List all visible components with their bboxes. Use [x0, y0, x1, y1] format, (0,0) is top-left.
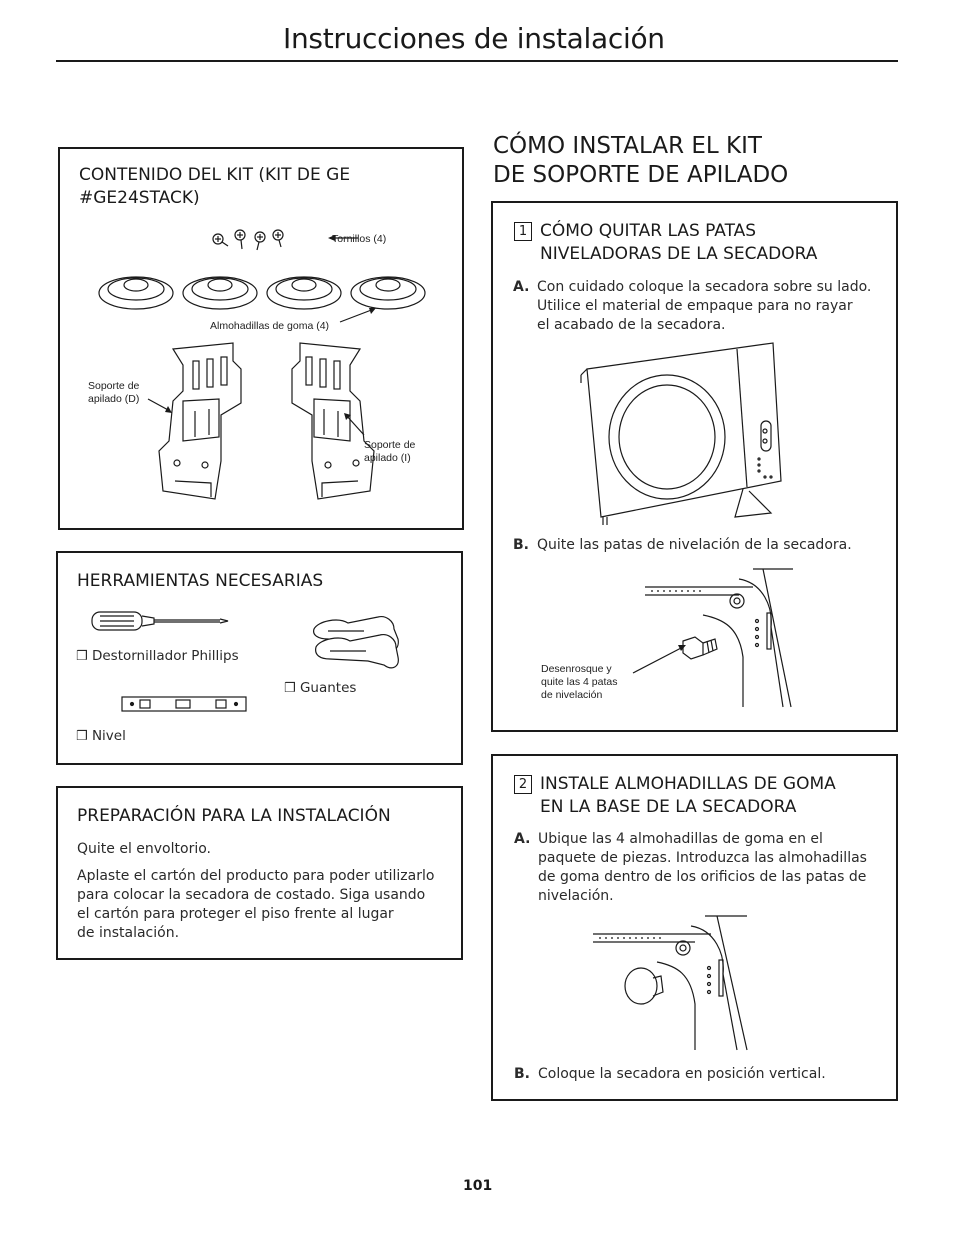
step-1a [513, 278, 897, 335]
screwdriver-checkbox[interactable]: ❒ [76, 649, 88, 664]
rubber-pads-icon [98, 267, 438, 319]
kit-heading-line1: CONTENIDO DEL KIT (KIT DE GE [79, 165, 351, 185]
tools-box [56, 551, 463, 765]
level-icon [120, 693, 250, 715]
screwdriver-icon [90, 609, 230, 635]
step-1b-label: B. [513, 537, 529, 553]
preparation-box [56, 786, 463, 960]
page-title: Instrucciones de instalación [283, 22, 665, 55]
install-heading-line1: CÓMO INSTALAR EL KIT [493, 133, 762, 159]
step-2b-label: B. [514, 1066, 530, 1082]
bracket-i-label [364, 439, 415, 465]
dryer-on-side-illustration [575, 341, 795, 526]
kit-contents-box [58, 147, 464, 530]
bracket-i-arrow [342, 411, 372, 437]
kit-heading-line2: #GE24STACK) [79, 188, 200, 208]
screwdriver-item [76, 647, 239, 666]
step-1b-text: Quite las patas de nivelación de la secadora. [537, 537, 852, 553]
preparation-heading: PREPARACIÓN PARA LA INSTALACIÓN [77, 806, 391, 826]
level-item [76, 727, 126, 746]
gloves-checkbox[interactable]: ❒ [284, 681, 296, 696]
prep-step-2-line2: para colocar la secadora de costado. Siga usando [77, 887, 426, 903]
step-2-heading [514, 773, 836, 819]
title-divider [56, 60, 898, 62]
leveling-callout-line1: Desenrosque y [541, 663, 612, 675]
gloves-icon [308, 609, 404, 671]
step-1-heading [514, 220, 817, 266]
step-1a-line1: Con cuidado coloque la secadora sobre su lado. [537, 279, 872, 295]
step-2b-text: Coloque la secadora en posición vertical. [538, 1066, 826, 1082]
leveling-callout-arrow [631, 641, 689, 677]
leveling-callout-line3: de nivelación [541, 689, 603, 701]
step-1a-line2: Utilice el material de empaque para no rayar [537, 298, 853, 314]
step-1b [513, 536, 852, 555]
step-2a-line4: nivelación. [538, 888, 614, 904]
bracket-d-label-line2: apilado (D) [88, 393, 140, 405]
step-1-heading-line2: NIVELADORAS DE LA SECADORA [540, 244, 818, 264]
step-2a-label: A. [514, 831, 531, 847]
prep-step-2-line3: el cartón para proteger el piso frente al lugar [77, 906, 394, 922]
step-1a-label: A. [513, 279, 530, 295]
leveling-callout [541, 663, 617, 702]
step-1-box [491, 201, 898, 732]
screwdriver-label: Destornillador Phillips [91, 648, 239, 664]
rubber-pads-label: Almohadillas de goma (4) [210, 320, 330, 332]
install-heading-line2: DE SOPORTE DE APILADO [493, 162, 789, 188]
step-2-heading-line1: INSTALE ALMOHADILLAS DE GOMA [540, 774, 836, 794]
step-2-number: 2 [514, 775, 532, 794]
step-2a-line1: Ubique las 4 almohadillas de goma en el [538, 831, 823, 847]
screws-label: Tornillos (4) [332, 233, 387, 245]
step-2a-line2: paquete de piezas. Introduzca las almohadillas [538, 850, 867, 866]
level-label: Nivel [91, 728, 126, 744]
bracket-d-label-line1: Soporte de [88, 380, 140, 392]
step-1a-line3: el acabado de la secadora. [537, 317, 726, 333]
preparation-text [77, 840, 434, 943]
bracket-i-label-line2: apilado (I) [364, 452, 411, 464]
step-2a [514, 830, 898, 906]
rubber-pad-install-illustration [591, 914, 761, 1054]
level-checkbox[interactable]: ❒ [76, 729, 88, 744]
bracket-right-icon [155, 341, 265, 503]
prep-step-1: Quite el envoltorio. [77, 841, 211, 857]
screws-icon [210, 225, 290, 255]
step-2-heading-line2: EN LA BASE DE LA SECADORA [540, 797, 797, 817]
leveling-callout-line2: quite las 4 patas [541, 676, 618, 688]
bracket-i-label-line1: Soporte de [364, 439, 416, 451]
prep-step-2-line4: de instalación. [77, 925, 180, 941]
step-1-number: 1 [514, 222, 532, 241]
kit-contents-heading [79, 164, 350, 210]
leveling-leg-illustration [643, 567, 803, 711]
page-number: 101 [463, 1178, 493, 1194]
step-2b [514, 1065, 826, 1084]
step-2a-line3: de goma dentro de los orificios de las patas de [538, 869, 867, 885]
step-2-box [491, 754, 898, 1101]
gloves-item [284, 679, 356, 698]
gloves-label: Guantes [299, 680, 357, 696]
step-1-heading-line1: CÓMO QUITAR LAS PATAS [540, 221, 757, 241]
bracket-d-label [88, 380, 139, 406]
bracket-d-arrow [146, 397, 176, 417]
tools-heading: HERRAMIENTAS NECESARIAS [77, 571, 324, 591]
pads-arrow [338, 305, 378, 325]
install-heading [493, 132, 788, 190]
prep-step-2-line1: Aplaste el cartón del producto para poder utilizarlo [77, 868, 435, 884]
